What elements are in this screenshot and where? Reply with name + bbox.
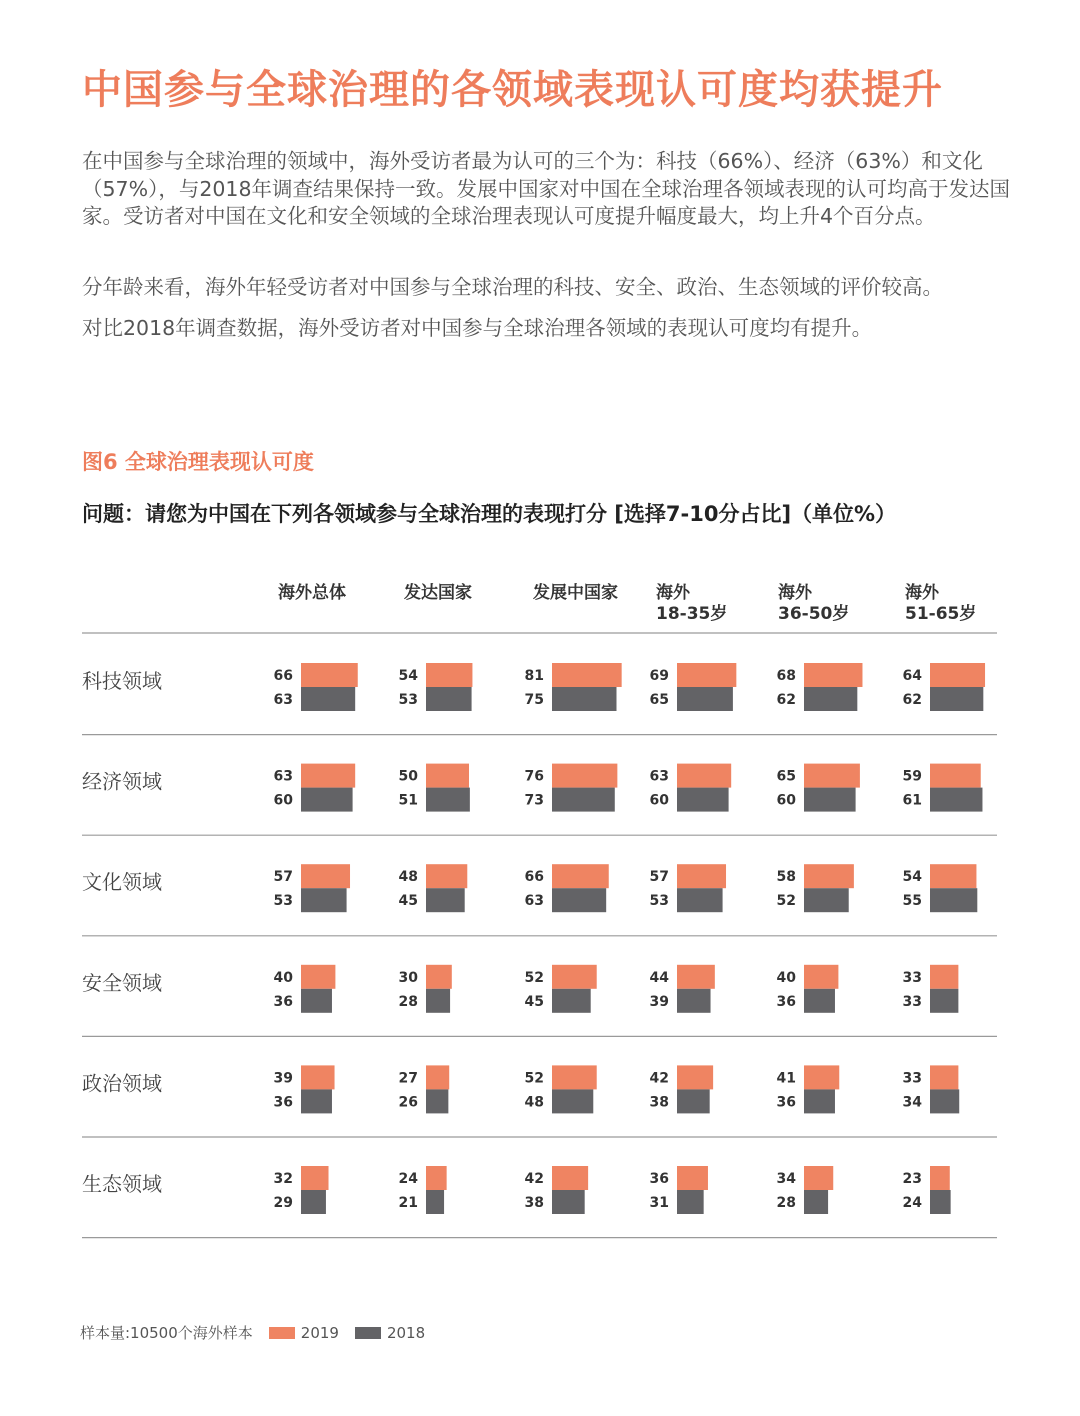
- bar-2019-r2-c5: [930, 864, 976, 888]
- column-header-3-line1: 18-35岁: [656, 604, 728, 624]
- value-label-2019-r4-c1: 27: [398, 1070, 418, 1087]
- bar-2019-r3-c3: [677, 965, 715, 989]
- column-header-3-line0: 海外: [656, 583, 690, 603]
- value-label-2019-r5-c5: 23: [902, 1171, 922, 1187]
- value-label-2018-r5-c1: 21: [398, 1195, 418, 1211]
- value-label-2019-r4-c5: 33: [902, 1070, 922, 1087]
- value-label-2019-r2-c2: 66: [524, 869, 544, 886]
- value-label-2018-r0-c3: 65: [649, 692, 669, 708]
- bar-2018-r0-c5: [930, 687, 983, 711]
- bar-2018-r3-c4: [804, 989, 835, 1013]
- value-label-2018-r1-c5: 61: [902, 792, 922, 809]
- value-label-2018-r3-c2: 45: [524, 993, 544, 1010]
- bar-2018-r2-c1: [426, 888, 465, 912]
- bar-2018-r2-c4: [804, 888, 849, 912]
- row-label-4: 政治领域: [82, 1071, 162, 1096]
- bar-2019-r5-c5: [930, 1166, 950, 1190]
- bar-2019-r2-c2: [552, 864, 609, 888]
- bar-2018-r2-c2: [552, 888, 606, 912]
- bar-2019-r4-c3: [677, 1065, 713, 1089]
- bar-2019-r1-c0: [301, 764, 355, 788]
- legend-swatch-2018: [355, 1327, 381, 1339]
- survey-question: 问题：请您为中国在下列各领域参与全球治理的表现打分 [选择7-10分占比]（单位%）: [82, 502, 897, 526]
- value-label-2018-r2-c4: 52: [776, 893, 796, 910]
- value-label-2018-r3-c4: 36: [776, 993, 796, 1010]
- value-label-2019-r2-c3: 57: [649, 869, 669, 886]
- value-label-2019-r5-c2: 42: [524, 1171, 544, 1187]
- column-header-4-line1: 36-50岁: [778, 604, 850, 624]
- value-label-2019-r1-c1: 50: [398, 768, 418, 785]
- value-label-2019-r1-c3: 63: [649, 768, 669, 785]
- value-label-2019-r1-c2: 76: [524, 768, 544, 785]
- bar-2018-r5-c1: [426, 1190, 444, 1214]
- bar-2018-r1-c2: [552, 788, 615, 812]
- bar-2019-r1-c5: [930, 764, 981, 788]
- bar-2018-r0-c0: [301, 687, 355, 711]
- value-label-2019-r3-c3: 44: [649, 969, 669, 986]
- bar-2018-r1-c4: [804, 788, 856, 812]
- value-label-2018-r5-c3: 31: [649, 1195, 669, 1211]
- value-label-2018-r0-c5: 62: [902, 692, 922, 708]
- column-header-1: 发达国家: [404, 583, 472, 603]
- bar-2018-r0-c2: [552, 687, 617, 711]
- row-label-0: 科技领域: [82, 669, 162, 693]
- bar-2019-r2-c4: [804, 864, 854, 888]
- legend: [80, 1322, 425, 1343]
- value-label-2018-r0-c2: 75: [524, 692, 544, 708]
- value-label-2019-r5-c4: 34: [776, 1171, 796, 1187]
- bar-2018-r0-c3: [677, 687, 733, 711]
- bar-2019-r2-c0: [301, 864, 350, 888]
- bar-2018-r4-c1: [426, 1089, 448, 1113]
- bar-2019-r4-c0: [301, 1065, 335, 1089]
- bar-2018-r5-c2: [552, 1190, 585, 1214]
- value-label-2018-r1-c0: 60: [273, 792, 293, 809]
- value-label-2018-r1-c3: 60: [649, 792, 669, 809]
- value-label-2018-r3-c3: 39: [649, 993, 669, 1010]
- bar-2019-r4-c5: [930, 1065, 958, 1089]
- column-header-5-line1: 51-65岁: [905, 604, 977, 624]
- bar-2019-r5-c3: [677, 1166, 708, 1190]
- value-label-2019-r3-c0: 40: [273, 969, 293, 986]
- value-label-2018-r5-c4: 28: [776, 1195, 796, 1211]
- intro-paragraph-2: 分年龄来看，海外年轻受访者对中国参与全球治理的科技、安全、政治、生态领域的评价较高。: [82, 275, 943, 299]
- bar-2019-r0-c4: [804, 663, 862, 687]
- value-label-2019-r5-c0: 32: [273, 1171, 293, 1187]
- value-label-2019-r1-c4: 65: [776, 768, 796, 785]
- value-label-2018-r4-c5: 34: [902, 1094, 922, 1111]
- bar-2018-r3-c3: [677, 989, 711, 1013]
- bar-2019-r1-c1: [426, 764, 469, 788]
- bar-2019-r1-c4: [804, 764, 860, 788]
- row-label-2: 文化领域: [82, 870, 162, 895]
- value-label-2019-r3-c5: 33: [902, 969, 922, 986]
- value-label-2019-r4-c0: 39: [273, 1070, 293, 1087]
- value-label-2019-r0-c1: 54: [398, 668, 418, 684]
- intro-paragraph-1: 在中国参与全球治理的领域中，海外受访者最为认可的三个为：科技（66%）、经济（63%）和文化（57%），与2018年调查结果保持一致。发展中国家对中国在全球治理各领域表现的认可均高于发达国家。受访者对中国在文化和安全领域的全球治理表现认可度提升幅度最大，均上升4个百分点。: [82, 149, 1010, 228]
- value-label-2019-r2-c1: 48: [398, 869, 418, 886]
- value-label-2018-r4-c2: 48: [524, 1094, 544, 1111]
- value-label-2018-r1-c2: 73: [524, 792, 544, 809]
- value-label-2019-r5-c3: 36: [649, 1171, 669, 1187]
- value-label-2018-r4-c0: 36: [273, 1094, 293, 1111]
- legend-swatch-2019: [269, 1327, 295, 1339]
- value-label-2018-r2-c0: 53: [273, 893, 293, 910]
- bar-2018-r3-c2: [552, 989, 591, 1013]
- bar-2018-r1-c3: [677, 788, 729, 812]
- bar-2018-r2-c3: [677, 888, 723, 912]
- value-label-2019-r3-c1: 30: [398, 969, 418, 986]
- bar-2019-r5-c4: [804, 1166, 833, 1190]
- bar-2018-r5-c3: [677, 1190, 704, 1214]
- value-label-2018-r0-c0: 63: [273, 692, 293, 708]
- value-label-2018-r3-c1: 28: [398, 993, 418, 1010]
- bar-2019-r5-c0: [301, 1166, 329, 1190]
- value-label-2019-r4-c3: 42: [649, 1070, 669, 1087]
- value-label-2019-r2-c4: 58: [776, 869, 796, 886]
- bar-2019-r0-c0: [301, 663, 358, 687]
- bar-2019-r2-c1: [426, 864, 467, 888]
- value-label-2019-r3-c4: 40: [776, 969, 796, 986]
- bar-2019-r3-c1: [426, 965, 452, 989]
- value-label-2018-r4-c1: 26: [398, 1094, 418, 1111]
- page-title: 中国参与全球治理的各领域表现认可度均获提升: [82, 67, 943, 113]
- bar-2019-r0-c1: [426, 663, 472, 687]
- value-label-2018-r3-c5: 33: [902, 993, 922, 1010]
- bar-2018-r0-c1: [426, 687, 472, 711]
- bar-2019-r0-c5: [930, 663, 985, 687]
- bar-2018-r1-c1: [426, 788, 470, 812]
- value-label-2019-r0-c2: 81: [524, 668, 544, 684]
- bar-2018-r5-c0: [301, 1190, 326, 1214]
- bar-2018-r3-c1: [426, 989, 450, 1013]
- value-label-2018-r0-c4: 62: [776, 692, 796, 708]
- legend-item-2019: [269, 1324, 339, 1342]
- bar-2018-r0-c4: [804, 687, 857, 711]
- bar-2019-r3-c0: [301, 965, 335, 989]
- value-label-2019-r0-c0: 66: [273, 668, 293, 684]
- column-header-5-line0: 海外: [905, 583, 939, 603]
- value-label-2018-r4-c3: 38: [649, 1094, 669, 1111]
- bar-2018-r2-c5: [930, 888, 977, 912]
- value-label-2018-r2-c3: 53: [649, 893, 669, 910]
- value-label-2018-r5-c0: 29: [273, 1195, 293, 1211]
- intro-paragraph-3: 对比2018年调查数据，海外受访者对中国参与全球治理各领域的表现认可度均有提升。: [82, 316, 873, 340]
- value-label-2019-r0-c4: 68: [776, 668, 796, 684]
- value-label-2019-r0-c5: 64: [902, 668, 922, 684]
- row-label-1: 经济领域: [82, 769, 162, 794]
- sample-size-note: 样本量:10500个海外样本: [80, 1324, 253, 1342]
- bar-2019-r3-c4: [804, 965, 838, 989]
- bar-2019-r0-c3: [677, 663, 736, 687]
- value-label-2019-r0-c3: 69: [649, 668, 669, 684]
- legend-label-2019: 2019: [300, 1323, 339, 1342]
- value-label-2019-r5-c1: 24: [398, 1171, 418, 1187]
- bar-2019-r4-c4: [804, 1065, 839, 1089]
- value-label-2018-r3-c0: 36: [273, 993, 293, 1010]
- value-label-2018-r5-c5: 24: [902, 1195, 922, 1211]
- value-label-2018-r5-c2: 38: [524, 1195, 544, 1211]
- bar-2018-r4-c0: [301, 1089, 332, 1113]
- bar-2019-r3-c2: [552, 965, 597, 989]
- value-label-2018-r2-c5: 55: [902, 893, 922, 910]
- figure-title: 图6 全球治理表现认可度: [82, 450, 314, 474]
- bar-2019-r4-c2: [552, 1065, 597, 1089]
- value-label-2018-r1-c4: 60: [776, 792, 796, 809]
- bar-2018-r1-c0: [301, 788, 353, 812]
- bar-2018-r5-c5: [930, 1190, 951, 1214]
- value-label-2018-r2-c1: 45: [398, 893, 418, 910]
- bar-2019-r2-c3: [677, 864, 726, 888]
- value-label-2018-r4-c4: 36: [776, 1094, 796, 1111]
- bar-2018-r4-c5: [930, 1089, 959, 1113]
- bar-2018-r3-c5: [930, 989, 958, 1013]
- bar-2018-r4-c4: [804, 1089, 835, 1113]
- value-label-2018-r1-c1: 51: [398, 792, 418, 809]
- bar-2018-r5-c4: [804, 1190, 828, 1214]
- row-label-5: 生态领域: [82, 1172, 162, 1196]
- legend-item-2018: [355, 1324, 425, 1342]
- value-label-2018-r0-c1: 53: [398, 692, 418, 708]
- row-label-3: 安全领域: [82, 970, 162, 995]
- legend-label-2018: 2018: [386, 1323, 426, 1342]
- value-label-2019-r1-c0: 63: [273, 768, 293, 785]
- column-header-0: 海外总体: [278, 583, 346, 603]
- bar-2019-r4-c1: [426, 1065, 449, 1089]
- bar-2018-r2-c0: [301, 888, 347, 912]
- column-header-2: 发展中国家: [533, 583, 618, 603]
- value-label-2019-r4-c4: 41: [776, 1070, 796, 1087]
- bar-2019-r5-c2: [552, 1166, 588, 1190]
- value-label-2019-r1-c5: 59: [902, 768, 922, 785]
- bar-2019-r0-c2: [552, 663, 622, 687]
- bar-2019-r1-c3: [677, 764, 731, 788]
- bar-2019-r5-c1: [426, 1166, 447, 1190]
- bar-2018-r3-c0: [301, 989, 332, 1013]
- column-header-4-line0: 海外: [778, 583, 812, 603]
- value-label-2018-r2-c2: 63: [524, 893, 544, 910]
- bar-2019-r1-c2: [552, 764, 617, 788]
- bar-2018-r4-c2: [552, 1089, 593, 1113]
- value-label-2019-r3-c2: 52: [524, 969, 544, 986]
- bar-2019-r3-c5: [930, 965, 958, 989]
- value-label-2019-r2-c0: 57: [273, 869, 293, 886]
- value-label-2019-r4-c2: 52: [524, 1070, 544, 1087]
- bar-2018-r1-c5: [930, 788, 982, 812]
- value-label-2019-r2-c5: 54: [902, 869, 922, 886]
- bar-2018-r4-c3: [677, 1089, 710, 1113]
